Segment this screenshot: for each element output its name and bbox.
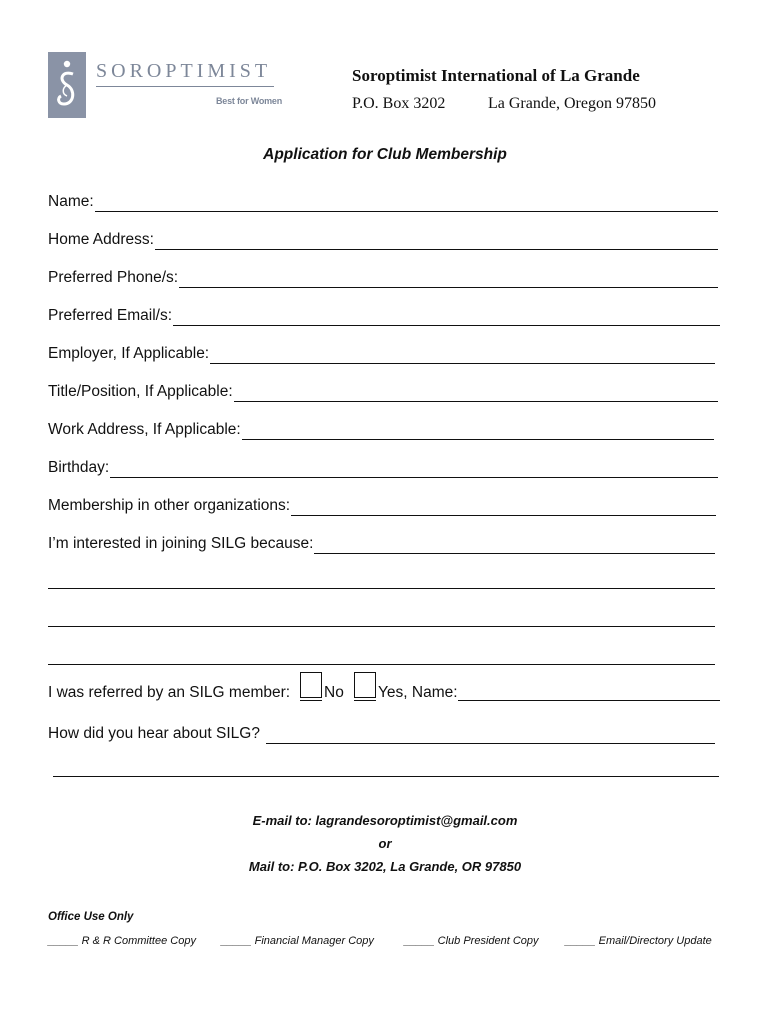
- hear-about-label: How did you hear about SILG?: [48, 725, 260, 742]
- soroptimist-logo-icon: [48, 52, 86, 118]
- employer-field[interactable]: [48, 342, 715, 364]
- name-input-line[interactable]: [95, 195, 718, 212]
- logo-tagline: Best for Women: [216, 96, 283, 106]
- logo-divider: [96, 86, 274, 87]
- referral-yes-underline: [354, 700, 376, 701]
- referral-yes-checkbox[interactable]: [354, 672, 376, 698]
- logo-wordmark: SOROPTIMIST: [96, 60, 272, 82]
- hear-about-input-line[interactable]: [266, 727, 715, 744]
- phone-label: Preferred Phone/s:: [48, 269, 179, 286]
- referral-no-checkbox[interactable]: [300, 672, 322, 698]
- birthday-label: Birthday:: [48, 459, 110, 476]
- referral-yes-label: Yes, Name:: [378, 684, 458, 701]
- work-address-label: Work Address, If Applicable:: [48, 421, 241, 438]
- name-field[interactable]: [48, 190, 718, 212]
- office-item-club-president: _____ Club President Copy: [404, 935, 539, 947]
- interest-continuation-line-3[interactable]: [48, 664, 715, 665]
- referral-no-label: No: [324, 684, 344, 701]
- title-position-label: Title/Position, If Applicable:: [48, 383, 233, 400]
- birthday-input-line[interactable]: [110, 461, 718, 478]
- or-text: or: [378, 836, 392, 851]
- phone-field[interactable]: [48, 266, 718, 288]
- title-position-input-line[interactable]: [234, 385, 718, 402]
- phone-input-line[interactable]: [179, 271, 718, 288]
- interest-input-line[interactable]: [314, 537, 715, 554]
- referral-label: I was referred by an SILG member:: [48, 684, 291, 701]
- email-label: Preferred Email/s:: [48, 307, 173, 324]
- memberships-field[interactable]: [48, 494, 716, 516]
- form-title: Application for Club Membership: [263, 146, 507, 163]
- title-position-field[interactable]: [48, 380, 718, 402]
- organization-po-box: P.O. Box 3202: [352, 95, 446, 112]
- home-address-label: Home Address:: [48, 231, 154, 248]
- organization-city: La Grande, Oregon 97850: [488, 95, 656, 112]
- birthday-field[interactable]: [48, 456, 718, 478]
- memberships-input-line[interactable]: [291, 499, 716, 516]
- interest-continuation-line-2[interactable]: [48, 626, 715, 627]
- mail-instruction: Mail to: P.O. Box 3202, La Grande, OR 97850: [248, 859, 522, 874]
- referral-row: [48, 672, 720, 702]
- employer-input-line[interactable]: [210, 347, 715, 364]
- name-label: Name:: [48, 193, 94, 210]
- work-address-input-line[interactable]: [242, 423, 714, 440]
- referral-no-underline: [300, 700, 322, 701]
- office-item-email-directory: _____ Email/Directory Update: [565, 935, 712, 947]
- email-instruction: E-mail to: lagrandesoroptimist@gmail.com: [252, 813, 518, 828]
- interest-label: I’m interested in joining SILG because:: [48, 535, 314, 552]
- memberships-label: Membership in other organizations:: [48, 497, 291, 514]
- referral-name-input-line[interactable]: [458, 700, 720, 701]
- interest-continuation-line-1[interactable]: [48, 588, 715, 589]
- office-use-title: Office Use Only: [48, 911, 134, 923]
- work-address-field[interactable]: [48, 418, 714, 440]
- hear-about-field[interactable]: [48, 722, 715, 744]
- home-address-field[interactable]: [48, 228, 718, 250]
- hear-about-continuation-line[interactable]: [53, 776, 719, 777]
- employer-label: Employer, If Applicable:: [48, 345, 210, 362]
- interest-field[interactable]: [48, 532, 715, 554]
- office-item-rr-committee: _____ R & R Committee Copy: [48, 935, 196, 947]
- organization-name: Soroptimist International of La Grande: [352, 66, 640, 85]
- office-item-financial-manager: _____ Financial Manager Copy: [221, 935, 374, 947]
- email-input-line[interactable]: [173, 309, 720, 326]
- home-address-input-line[interactable]: [155, 233, 718, 250]
- email-field[interactable]: [48, 304, 720, 326]
